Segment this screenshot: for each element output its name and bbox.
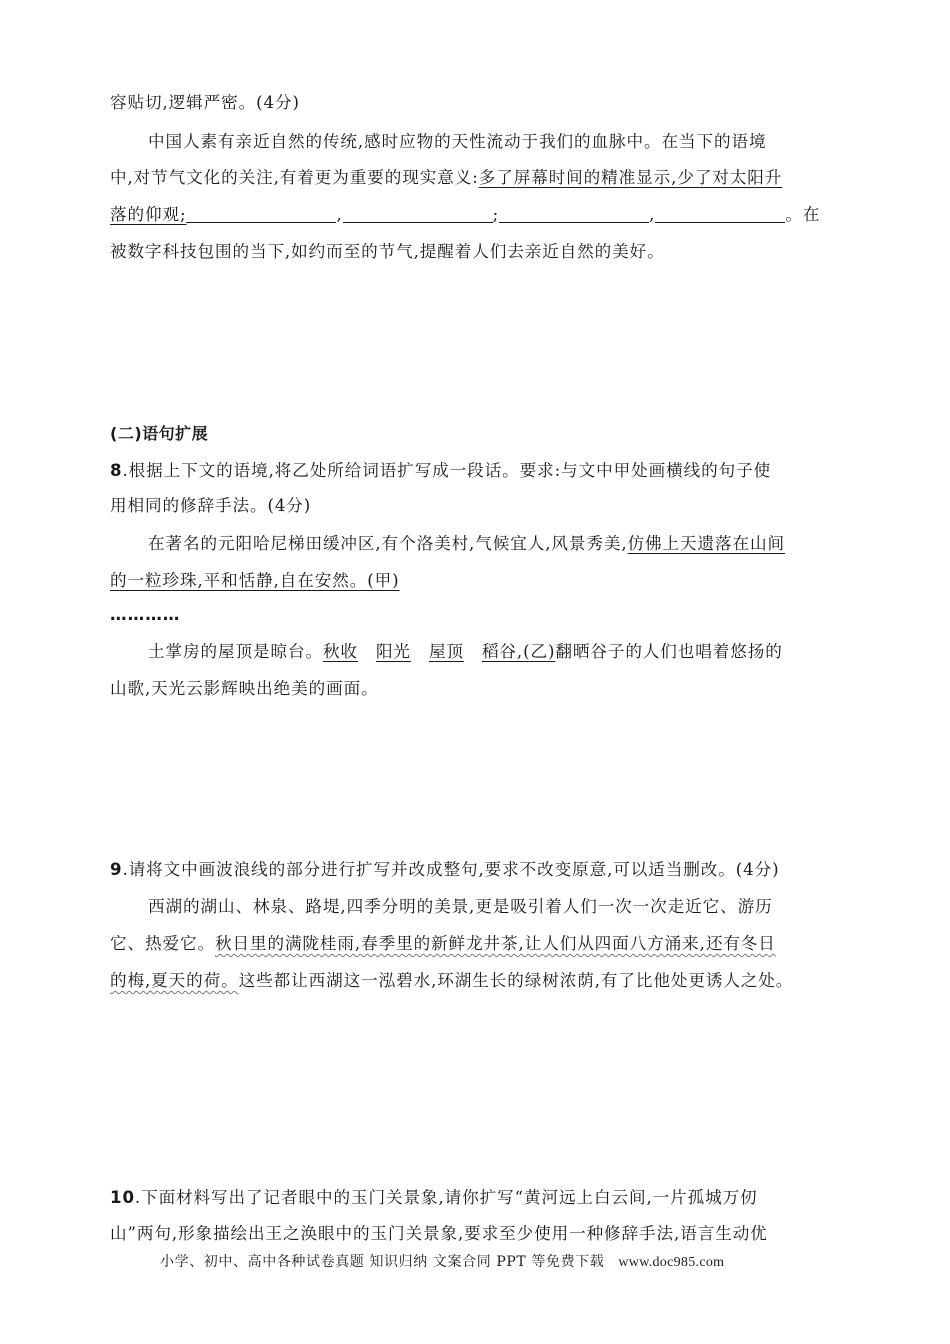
- question-continuation: 容贴切,逻辑严密。(4分): [110, 93, 300, 112]
- passage-line: 山歌,天光云影辉映出绝美的画面。: [110, 679, 379, 698]
- passage-line: [110, 933, 840, 955]
- question-8-prompt: 用相同的修辞手法。(4分): [110, 496, 312, 515]
- underlined-text: 多了屏幕时间的精准显示,少了对太阳升: [478, 168, 783, 187]
- passage-line: [110, 167, 840, 189]
- given-word: 稻谷,(乙): [481, 642, 556, 661]
- underlined-text: 的一粒珍珠,平和恬静,自在安然。(甲): [110, 571, 400, 590]
- question-text: .请将文中画波浪线的部分进行扩写并改成整句,要求不改变原意,可以适当删改。(4分): [122, 860, 780, 879]
- passage-text: 这些都让西湖这一泓碧水,环湖生长的绿树浓荫,有了比他处更诱人之处。: [238, 971, 794, 990]
- punctuation: ,: [649, 205, 656, 224]
- answer-blank[interactable]: [499, 206, 649, 223]
- given-words: [323, 642, 555, 661]
- passage-text: 它、热爱它。: [110, 934, 215, 953]
- question-10-prompt: 山”两句,形象描绘出王之涣眼中的玉门关景象,要求至少使用一种修辞手法,语言生动优: [110, 1224, 768, 1243]
- passage-line: [110, 970, 840, 992]
- section-heading: (二)语句扩展: [110, 424, 209, 443]
- question-10-prompt: [110, 1187, 840, 1209]
- passage-line: 中国人素有亲近自然的传统,感时应物的天性流动于我们的血脉中。在当下的语境: [148, 132, 767, 151]
- wavy-underlined-text: 的梅,夏天的荷。: [110, 971, 239, 990]
- footer-url[interactable]: www.doc985.com: [618, 1255, 725, 1270]
- question-text: .根据上下文的语境,将乙处所给词语扩写成一段话。要求:与文中甲处画横线的句子使: [122, 461, 772, 480]
- punctuation: ,: [336, 205, 343, 224]
- passage-line: [148, 533, 840, 555]
- answer-blank[interactable]: [655, 206, 785, 223]
- question-text: .下面材料写出了记者眼中的玉门关景象,请你扩写“黄河远上白云间,一片孤城万仞: [134, 1188, 758, 1207]
- question-number: 10: [110, 1188, 135, 1207]
- question-8-prompt: [110, 460, 840, 482]
- passage-line: [110, 570, 840, 592]
- ellipsis: …………: [110, 605, 181, 624]
- answer-blank[interactable]: [186, 206, 336, 223]
- passage-line-with-blanks: [110, 204, 840, 226]
- underlined-text: 落的仰观;: [110, 205, 187, 224]
- wavy-underlined-text: 秋日里的满陇桂雨,春季里的新鲜龙井茶,让人们从四面八方涌来,还有冬日: [214, 934, 776, 953]
- page-footer: [160, 1251, 724, 1271]
- question-9-prompt: [110, 859, 840, 881]
- given-word: 阳光: [375, 642, 411, 661]
- passage-text: 。在: [785, 205, 821, 224]
- passage-line: 西湖的湖山、林泉、路堤,四季分明的美景,更是吸引着人们一次一次走近它、游历: [148, 897, 773, 916]
- passage-text: 中,对节气文化的关注,有着更为重要的现实意义:: [110, 168, 479, 187]
- footer-text: 小学、初中、高中各种试卷真题 知识归纳 文案合同 PPT 等免费下载: [160, 1254, 605, 1270]
- underlined-text: 仿佛上天遗落在山间: [627, 534, 785, 553]
- passage-text: 土掌房的屋顶是晾台。: [148, 642, 323, 661]
- given-word: 秋收: [322, 642, 358, 661]
- passage-text: 在著名的元阳哈尼梯田缓冲区,有个洛美村,气候宜人,风景秀美,: [148, 534, 628, 553]
- punctuation: ;: [492, 205, 500, 224]
- question-number: 9: [110, 860, 123, 879]
- question-number: 8: [110, 461, 123, 480]
- passage-text: 翻晒谷子的人们也唱着悠扬的: [555, 642, 783, 661]
- answer-blank[interactable]: [343, 206, 493, 223]
- passage-line: [148, 641, 840, 663]
- given-word: 屋顶: [428, 642, 464, 661]
- passage-line: 被数字科技包围的当下,如约而至的节气,提醒着人们去亲近自然的美好。: [110, 242, 665, 261]
